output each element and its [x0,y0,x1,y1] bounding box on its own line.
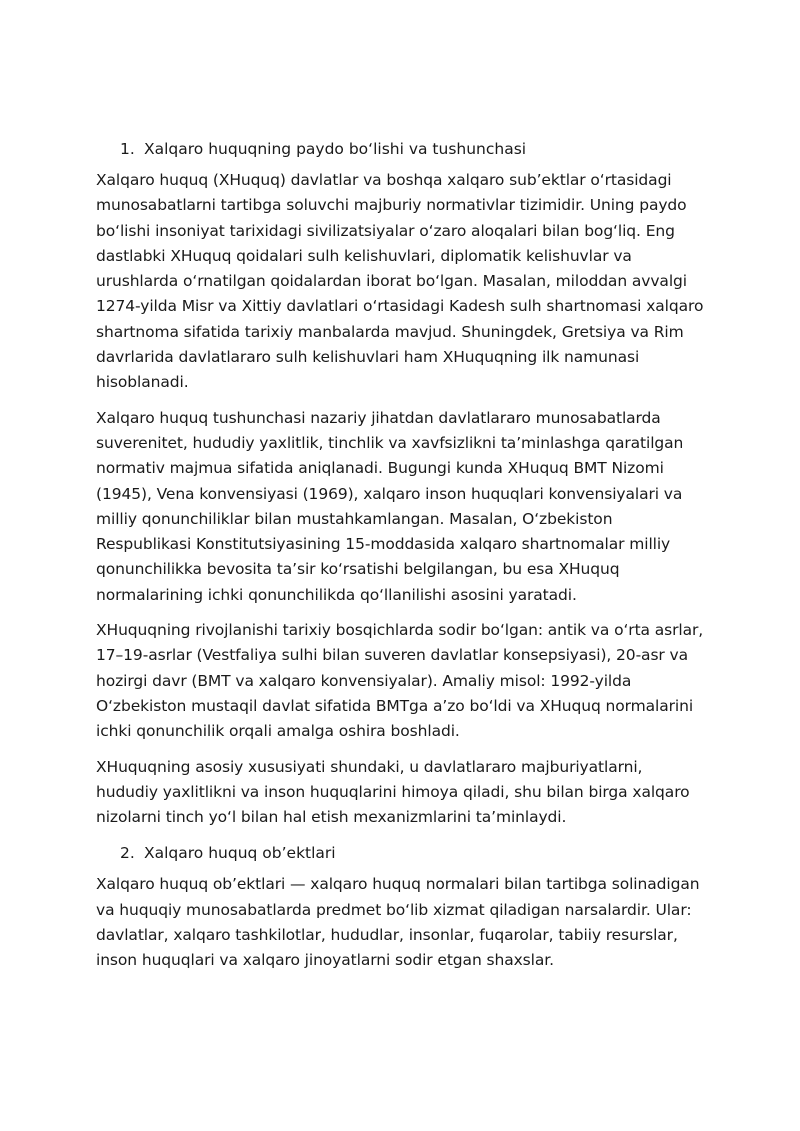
section-title-1: Xalqaro huquqning paydo bo‘lishi va tushunchasi [144,140,527,158]
section-number-1: 1. [120,140,135,158]
section-heading-2 [96,840,708,866]
paragraph-1-1: Xalqaro huquq (XHuquq) davlatlar va boshqa xalqaro sub’ektlar o‘rtasidagi munosabatlarni tartibga soluvchi majburiy normativlar tizimidir. Uning paydo bo‘lishi insoniyat tarixidagi sivilizatsiyalar o‘zaro aloqalari bilan bog‘liq. Eng dastlabki XHuquq qoidalari sulh kelishuvlari, diplomatik kelishuvlar va urushlarda o‘rnatilgan qoidalardan iborat bo‘lgan. Masalan, miloddan avvalgi 1274-yilda Misr va Xittiy davlatlari o‘rtasidagi Kadesh sulh shartnomasi xalqaro shartnoma sifatida tarixiy manbalarda mavjud. Shuningdek, Gretsiya va Rim davrlarida davlatlararo sulh kelishuvlari ham XHuquqning ilk namunasi hisoblanadi. [96,171,704,392]
document-page [96,136,708,984]
paragraph-1-4: XHuquqning asosiy xususiyati shundaki, u davlatlararo majburiyatlarni, hududiy yaxlitlikni va inson huquqlarini himoya qiladi, shu bilan birga xalqaro nizolarni tinch yo‘l bilan hal etish mexanizmlarini ta’minlaydi. [96,757,690,827]
paragraph-2-1: Xalqaro huquq ob’ektlari — xalqaro huquq normalari bilan tartibga solinadigan va huquqiy munosabatlarda predmet bo‘lib xizmat qiladigan narsalardir. Ular: davlatlar, xalqaro tashkilotlar, hududlar, insonlar, fuqarolar, tabiiy resurslar, inson huquqlari va xalqaro jinoyatlarni sodir etgan shaxslar. [96,875,700,970]
section-number-2: 2. [120,844,135,863]
section-heading-1 [96,136,708,162]
section-title-2: Xalqaro huquq ob’ektlari [144,844,336,863]
paragraph-1-2: Xalqaro huquq tushunchasi nazariy jihatdan davlatlararo munosabatlarda suverenitet, hududiy yaxlitlik, tinchlik va xavfsizlikni ta’minlashga qaratilgan normativ majmua sifatida aniqlanadi. Bugungi kunda XHuquq BMT Nizomi (1945), Vena konvensiyasi (1969), xalqaro inson huquqlari konvensiyalari va milliy qonunchiliklar bilan mustahkamlangan. Masalan, O‘zbekiston Respublikasi Konstitutsiyasining 15-moddasida xalqaro shartnomalar milliy qonunchilikka bevosita ta’sir ko‘rsatishi belgilangan, bu esa XHuquq normalarining ichki qonunchilikda qo‘llanilishi asosini yaratadi. [96,408,684,604]
paragraph-1-3: XHuquqning rivojlanishi tarixiy bosqichlarda sodir bo‘lgan: antik va o‘rta asrlar, 17–19-asrlar (Vestfaliya sulhi bilan suveren davlatlar konsepsiyasi), 20-asr va hozirgi davr (BMT va xalqaro konvensiyalar). Amaliy misol: 1992-yilda O‘zbekiston mustaqil davlat sifatida BMTga a’zo bo‘ldi va XHuquq normalarini ichki qonunchilik orqali amalga oshira boshladi. [96,621,704,741]
